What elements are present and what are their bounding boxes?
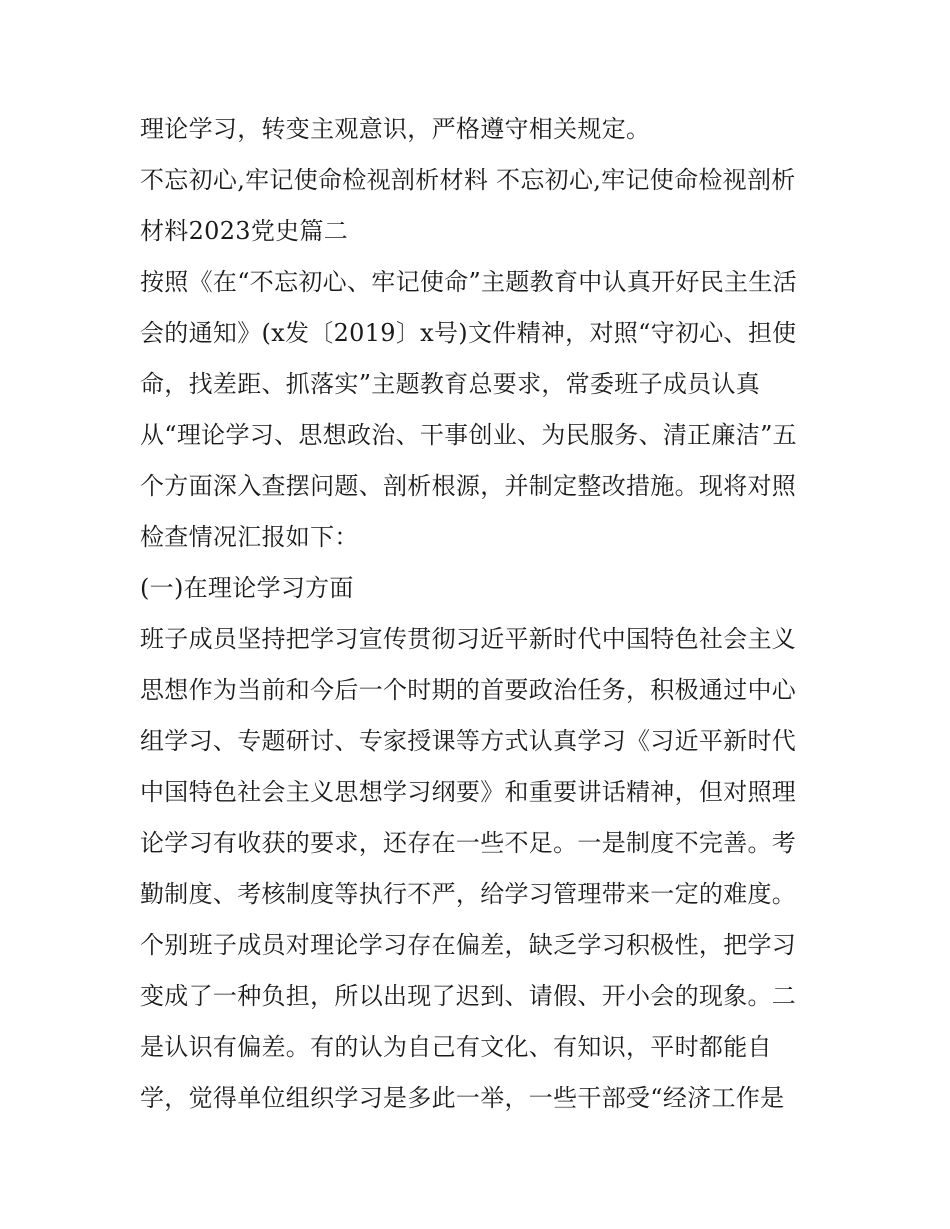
text-line: 命，找差距、抓落实”主题教育总要求，常委班子成员认真 (140, 370, 761, 398)
text-line: 从“理论学习、思想政治、干事创业、为民服务、清正廉洁”五 (140, 421, 797, 449)
text-line: 个方面深入查摆问题、剖析根源，并制定整改措施。现将对照 (140, 472, 797, 500)
text-line: 按照《在“不忘初心、牢记使命”主题教育中认真开好民主生活 (140, 268, 797, 296)
text-line: 检查情况汇报如下： (140, 523, 359, 551)
text-line: 变成了一种负担，所以出现了迟到、请假、开小会的现象。二 (140, 982, 797, 1010)
text-line: 组学习、专题研讨、专家授课等方式认真学习《习近平新时代 (140, 727, 797, 755)
document-body (140, 104, 820, 1124)
section-title-line: 材料2023党史篇二 (140, 217, 349, 245)
text-line: 思想作为当前和今后一个时期的首要政治任务，积极通过中心 (140, 676, 797, 704)
text-line: 理论学习，转变主观意识，严格遵守相关规定。 (140, 115, 651, 143)
text-line: 中国特色社会主义思想学习纲要》和重要讲话精神，但对照理 (140, 778, 797, 806)
text-line: 会的通知》(x发〔2019〕x号)文件精神，对照“守初心、担使 (140, 319, 797, 347)
subheading-line: (一)在理论学习方面 (140, 574, 354, 602)
text-line: 勤制度、考核制度等执行不严，给学习管理带来一定的难度。 (140, 880, 797, 908)
text-line: 是认识有偏差。有的认为自己有文化、有知识，平时都能自 (140, 1033, 772, 1061)
section-title-line: 不忘初心,牢记使命检视剖析材料 不忘初心,牢记使命检视剖析 (140, 166, 796, 194)
text-line: 班子成员坚持把学习宣传贯彻习近平新时代中国特色社会主义 (140, 625, 797, 653)
text-line: 个别班子成员对理论学习存在偏差，缺乏学习积极性，把学习 (140, 931, 797, 959)
text-line: 学，觉得单位组织学习是多此一举，一些干部受“经济工作是 (140, 1084, 785, 1112)
text-line: 论学习有收获的要求，还存在一些不足。一是制度不完善。考 (140, 829, 797, 857)
